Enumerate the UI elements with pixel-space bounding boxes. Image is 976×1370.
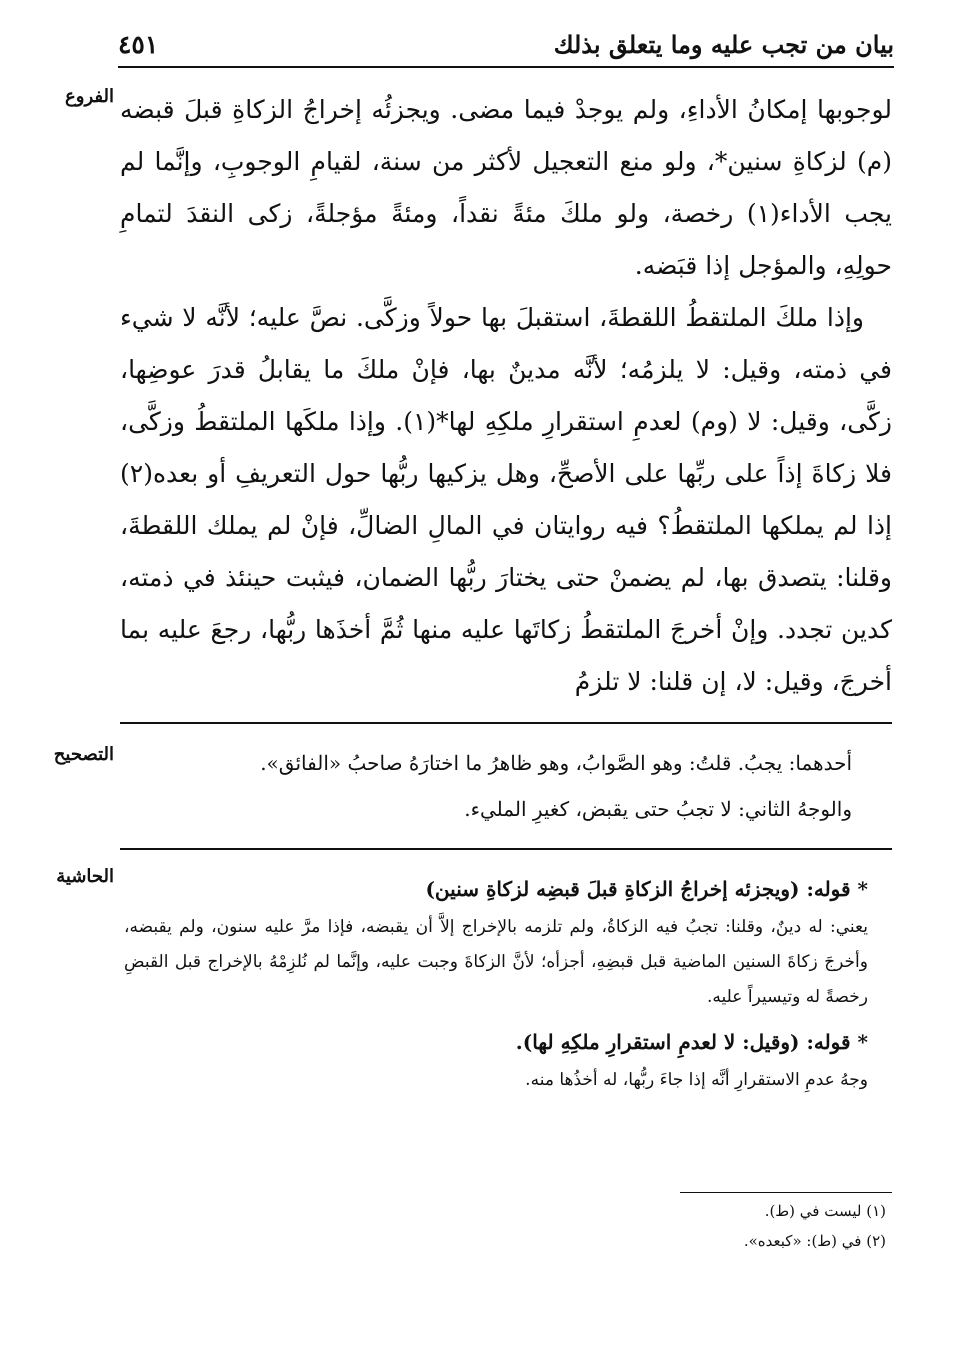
hashiya-section — [124, 868, 868, 1098]
hashiya-quote-2: * قوله: (وقيل: لا لعدمِ استقرارِ ملكِهِ لها). — [515, 1030, 868, 1054]
hashiya-commentary-2: وجهُ عدمِ الاستقرارِ أنَّه إذا جاءَ ربُّها، له أخذُها منه. — [525, 1070, 868, 1090]
hashiya-quote-1: * قوله: (ويجزئه إخراجُ الزكاةِ قبلَ قبضِه لزكاةِ سنين) — [425, 877, 868, 901]
running-header — [118, 30, 894, 68]
footnote-1: (١) ليست في (ط). — [764, 1202, 886, 1220]
footnote-2: (٢) في (ط): «كبعده». — [743, 1232, 886, 1250]
page-number: ٤٥١ — [118, 30, 159, 59]
section-divider-hashiya — [120, 848, 892, 850]
main-paragraph-2: وإذا ملكَ الملتقطُ اللقطةَ، استقبلَ بها حولاً وزكَّى. نصَّ عليه؛ لأنَّه لا شيء في ذمته، وقيل: لا يلزمُه؛ لأنَّه مدينٌ بها، فإنْ ملكَ ما يقابلُ قدرَ عوضِها، زكَّى، وقيل: لا (وم) لعدمِ استقرارِ ملكِهِ لها*(١). وإذا ملكَها الملتقطُ وزكَّى، فلا زكاةَ إذاً على ربِّها على الأصحِّ، وهل يزكيها ربُّها حول التعريفِ أو بعده(٢) إذا لم يملكها الملتقطُ؟ فيه روايتان في المالِ الضالِّ، فإنْ لم يملك اللقطةَ، وقلنا: يتصدق بها، لم يضمنْ حتى يختارَ ربُّها الضمان، فيثبت حينئذ في ذمته، كدين تجدد. وإنْ أخرجَ الملتقطُ زكاتَها عليه منها ثُمَّ أخذَها ربُّها، رجعَ عليه بما أخرجَ، وقيل: لا، إن قلنا: لا تلزمُ — [120, 303, 893, 696]
header-title: بيان من تجب عليه وما يتعلق بذلك — [553, 30, 894, 59]
tashih-line-1: أحدهما: يجبُ. قلتُ: وهو الصَّوابُ، وهو ظاهرُ ما اختارَهُ صاحبُ «الفائق». — [260, 751, 852, 775]
main-text-section — [120, 84, 892, 708]
side-label-hashiya: الحاشية — [56, 866, 114, 887]
tashih-line-2: والوجهُ الثاني: لا تجبُ حتى يقبض، كغيرِ المليء. — [464, 797, 852, 821]
footnotes — [486, 1196, 886, 1256]
side-label-tashih: التصحيح — [53, 744, 114, 765]
tashih-section — [130, 740, 852, 832]
side-label-furu: الفروع — [65, 86, 114, 107]
hashiya-commentary-1: يعني: له دينٌ، وقلنا: تجبُ فيه الزكاةُ، ولم تلزمه بالإخراج إلاَّ أن يقبضه، فإذا مرَّ عليه سنون، ولم يقبضه، وأخرجَ زكاةَ السنين الماضية قبل قبضِهِ، أجزأه؛ لأنَّ الزكاةَ وجبت عليه، وإنَّما لم نُلزِمْهُ بالإخراج قبل القبضِ رخصةً له وتيسيراً عليه. — [124, 917, 868, 1007]
main-paragraph-1: لوجوبها إمكانُ الأداءِ، ولم يوجدْ فيما مضى. ويجزئُه إخراجُ الزكاةِ قبلَ قبضه (م) لزكاةِ سنين*، ولو منع التعجيل لأكثر من سنة، لقيامِ الوجوبِ، وإنَّما لم يجب الأداء(١) رخصة، ولو ملكَ مئةً نقداً، ومئةً مؤجلةً، زكى النقدَ لتمامِ حولِهِ، والمؤجل إذا قبَضه. — [120, 95, 892, 280]
section-divider-tashih — [120, 722, 892, 724]
footnote-divider — [680, 1192, 892, 1193]
